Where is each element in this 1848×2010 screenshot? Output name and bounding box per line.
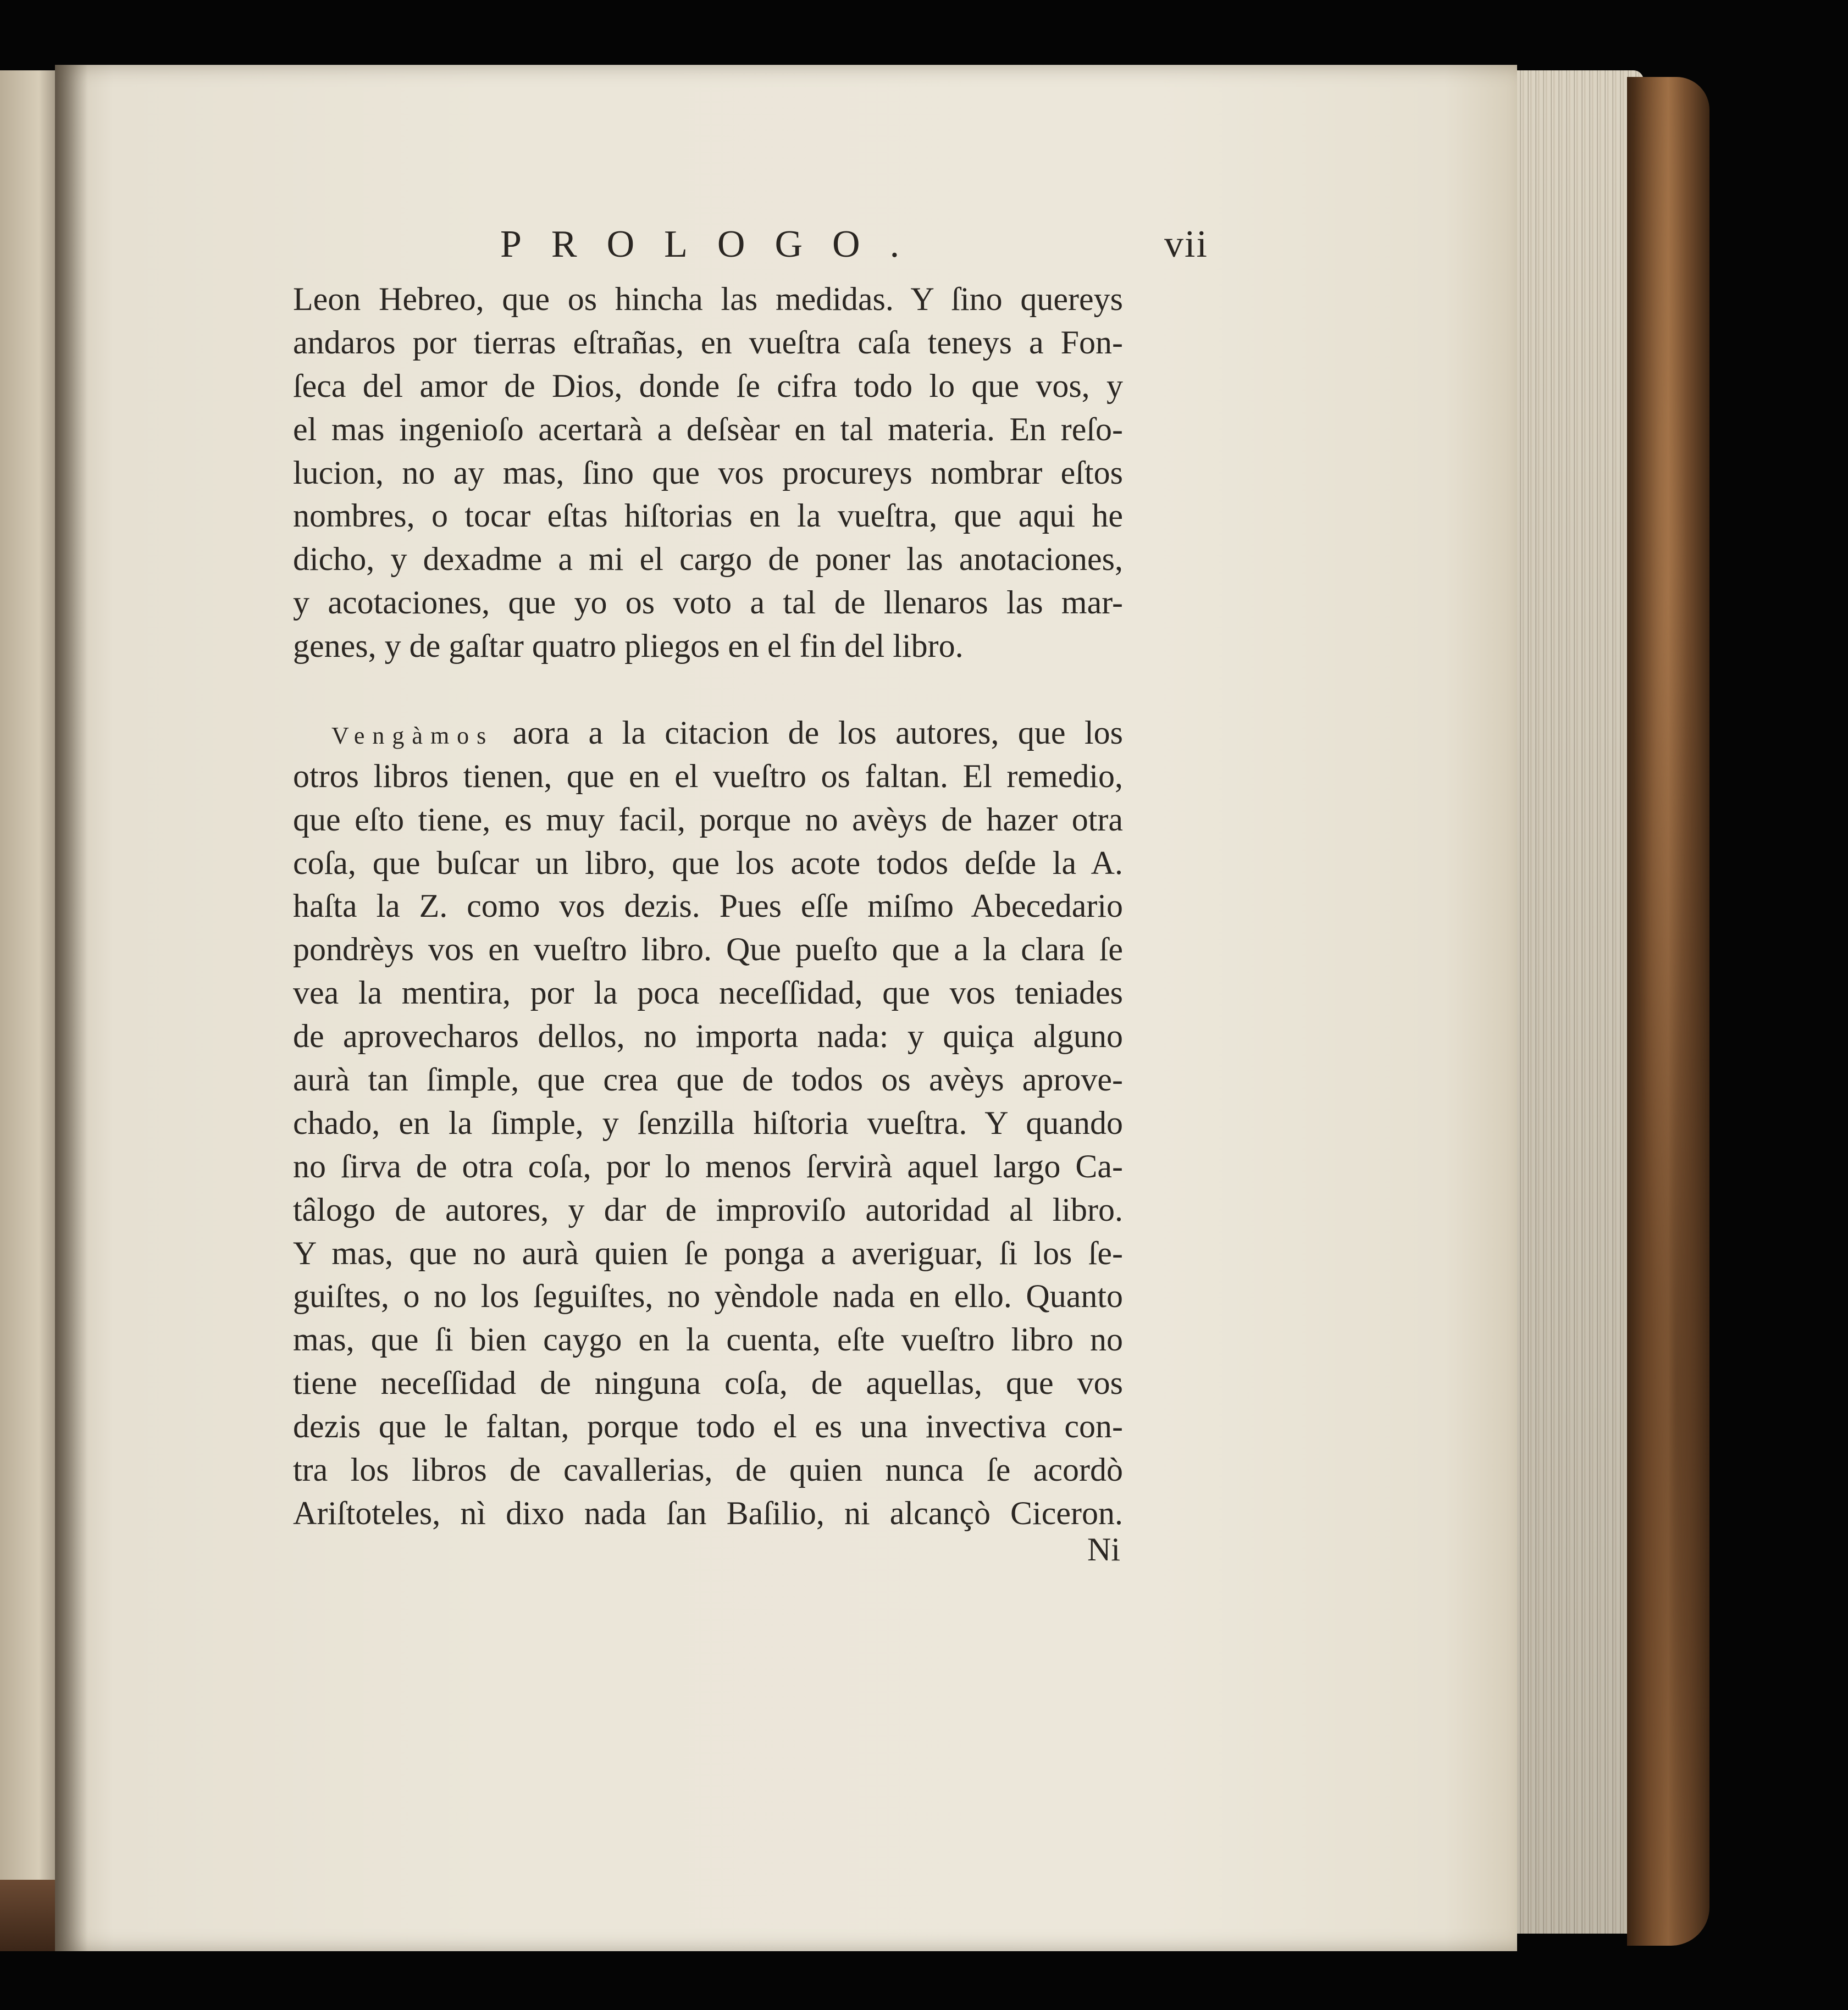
text-line: tâlogo de autores, y dar de improviſo autoridad al libro. (293, 1191, 1123, 1228)
text-line: haſta la Z. como vos dezis. Pues eſſe miſmo Abecedario (293, 888, 1123, 924)
text-line: Ariſtoteles, nì dixo nada ſan Baſilio, ni alcançò Ciceron. (293, 1494, 1123, 1531)
folio-number: vii (1164, 223, 1208, 265)
text-line: guiſtes, o no los ſeguiſtes, no yèndole nada en ello. Quanto (293, 1278, 1123, 1315)
text-line: y acotaciones, que yo os voto a tal de llenaros las mar- (293, 584, 1123, 621)
text-line: nombres, o tocar eſtas hiſtorias en la vueſtra, que aqui he (293, 497, 1123, 534)
text-line: dicho, y dexadme a mi el cargo de poner las anotaciones, (293, 541, 1123, 578)
text-line: tra los libros de cavallerias, de quien nunca ſe acordò (293, 1452, 1123, 1488)
text-line: vea la mentira, por la poca neceſſidad, que vos teniades (293, 974, 1123, 1011)
text-line: coſa, que buſcar un libro, que los acote todos deſde la A. (293, 844, 1123, 881)
page-edges (1517, 70, 1644, 1934)
text-line: Y mas, que no aurà quien ſe ponga a averiguar, ſi los ſe- (293, 1234, 1123, 1271)
text-line: genes, y de gaſtar quatro pliegos en el fin del libro. (293, 628, 964, 665)
text-line: andaros por tierras eſtrañas, en vueſtra caſa teneys a Fon- (293, 324, 1123, 361)
text-line-rest: aora a la citacion de los autores, que los (494, 714, 1123, 751)
paragraph-gap (293, 668, 1123, 711)
text-line: aurà tan ſimple, que crea que de todos os avèys aprove- (293, 1061, 1123, 1098)
text-line: tiene neceſſidad de ninguna coſa, de aquellas, que vos (293, 1365, 1123, 1402)
text-line (293, 711, 1123, 755)
lead-word: Vengàmos (331, 722, 494, 749)
text-line: dezis que le faltan, porque todo el es una invectiva con- (293, 1408, 1123, 1445)
text-line: lucion, no ay mas, ſino que vos procureys nombrar eſtos (293, 454, 1123, 491)
text-line: otros libros tienen, que en el vueſtro os faltan. El remedio, (293, 757, 1123, 794)
text-line: chado, en la ſimple, y ſenzilla hiſtoria vueſtra. Y quando (293, 1104, 1123, 1141)
body-text (293, 278, 1123, 1535)
text-line: ſeca del amor de Dios, donde ſe cifra todo lo que vos, y (293, 367, 1123, 404)
text-line: de aprovecharos dellos, no importa nada: y quiça alguno (293, 1018, 1123, 1055)
text-line: no ſirva de otra coſa, por lo menos ſervirà aquel largo Ca- (293, 1148, 1123, 1184)
catchword: Ni (1087, 1531, 1120, 1568)
gutter-shadow (55, 65, 88, 1951)
page-header (0, 223, 1848, 283)
leather-binding (1627, 77, 1709, 1946)
running-title: PROLOGO. (500, 223, 929, 265)
text-line: mas, que ſi bien caygo en la cuenta, eſte vueſtro libro no (293, 1321, 1123, 1358)
text-line: pondrèys vos en vueſtro libro. Que pueſto que a la clara ſe (293, 931, 1123, 968)
text-line: Leon Hebreo, que os hincha las medidas. Y ſino quereys (293, 281, 1123, 317)
text-line: que eſto tiene, es muy facil, porque no avèys de hazer otra (293, 801, 1123, 838)
text-line: el mas ingenioſo acertarà a deſsèar en tal materia. En reſo- (293, 411, 1123, 447)
